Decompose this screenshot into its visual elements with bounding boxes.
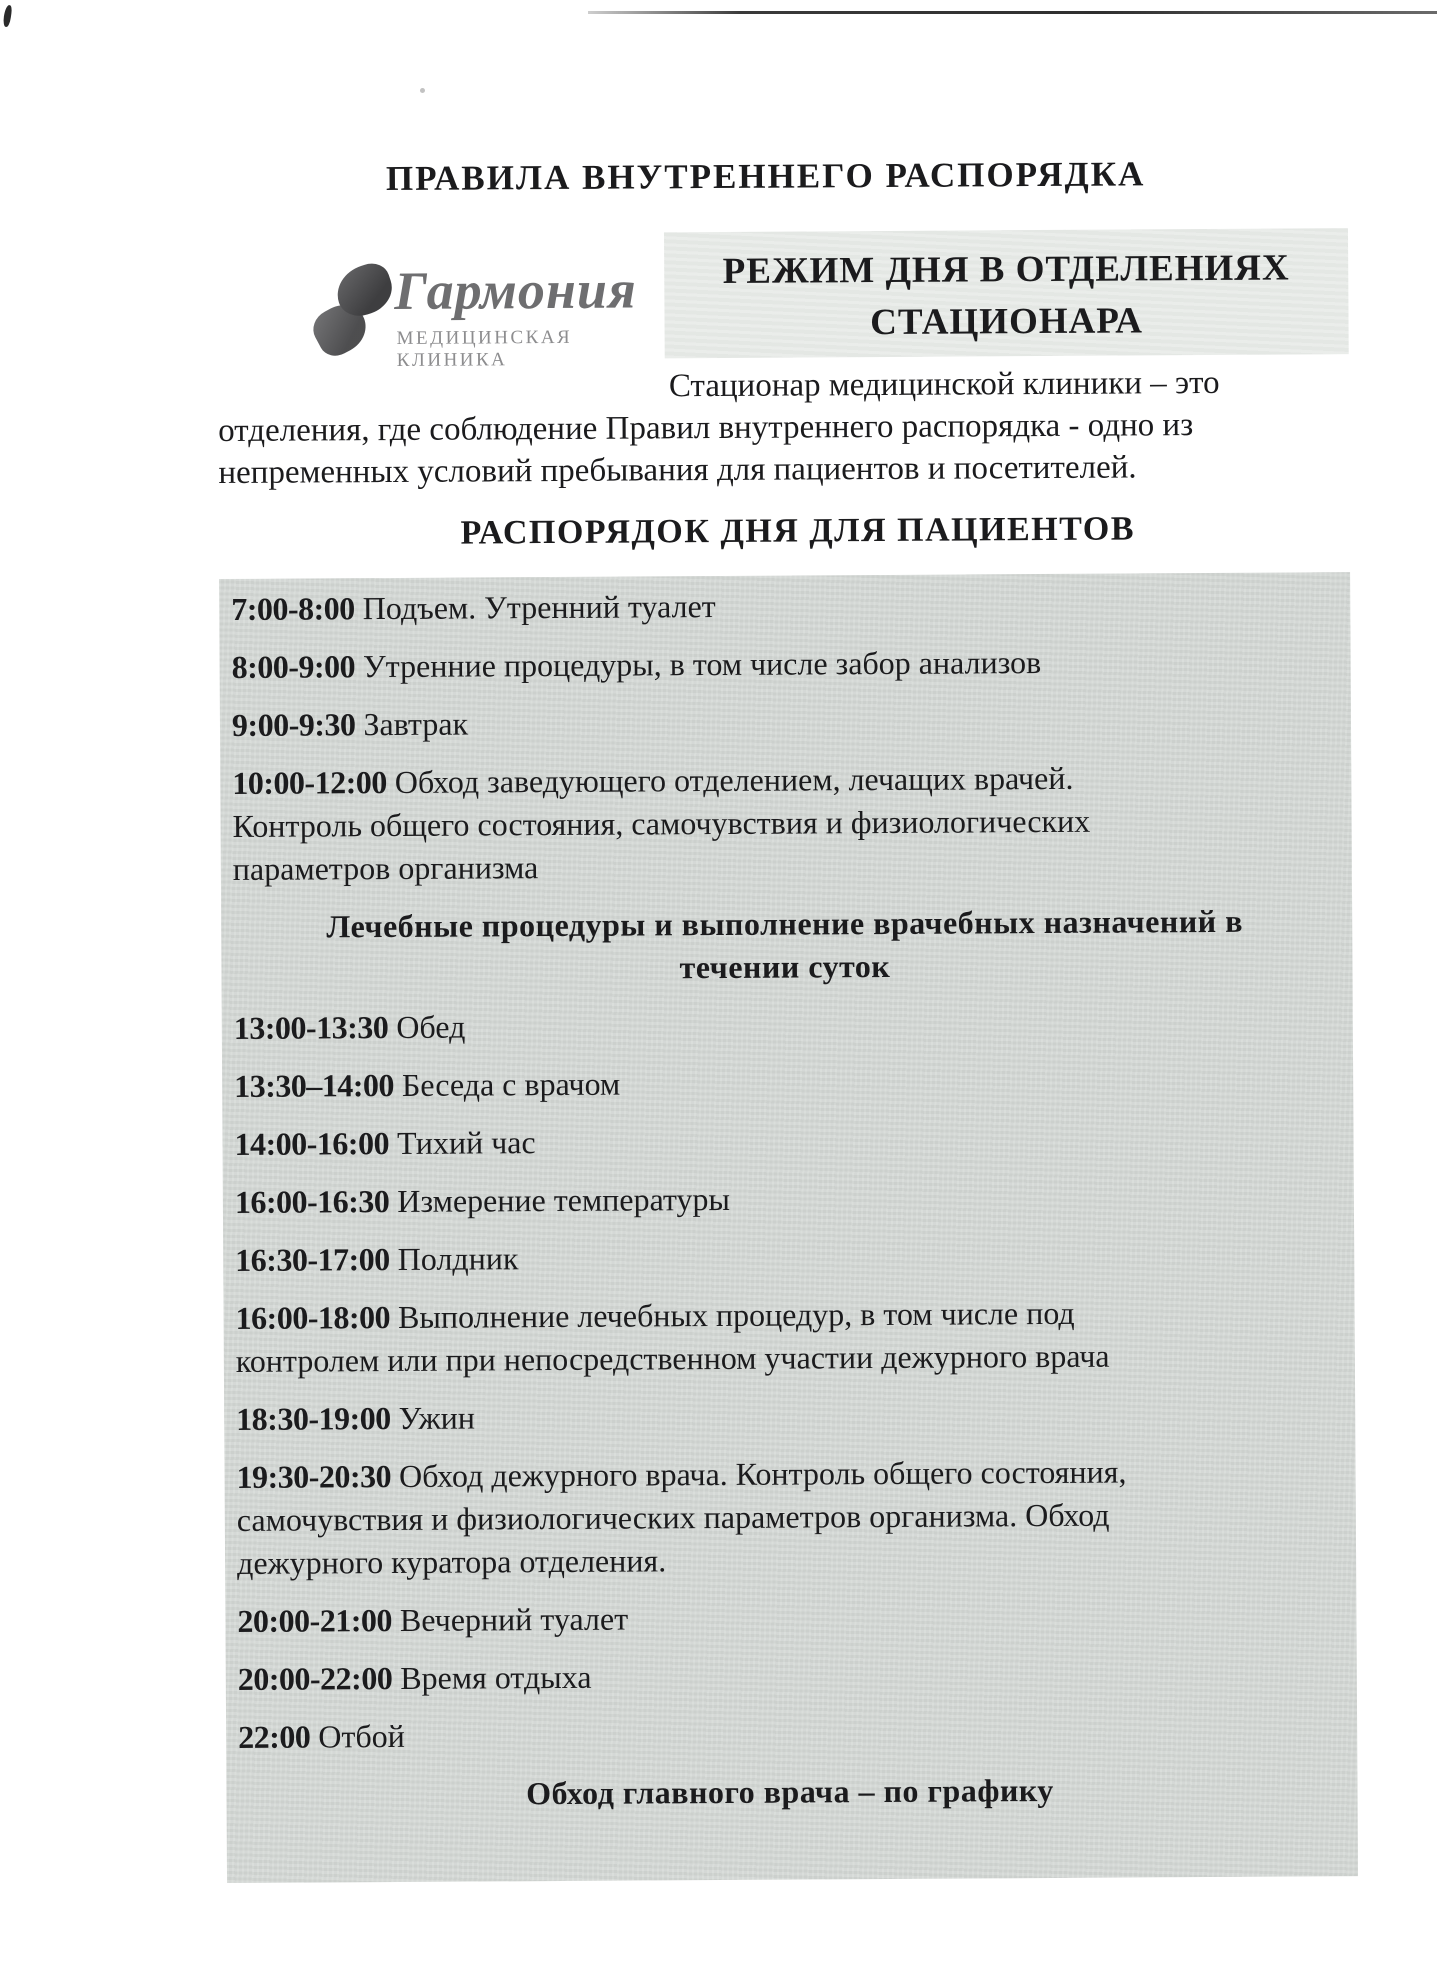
- intro-paragraph-line: Стационар медицинской клиники – это: [668, 364, 1220, 405]
- schedule-activity: Тихий час: [396, 1124, 536, 1161]
- schedule-entry-row: [232, 755, 1336, 891]
- schedule-entry-row: [235, 1174, 1338, 1224]
- schedule-line: [235, 1232, 1338, 1282]
- schedule-activity: Вечерний туалет: [399, 1600, 629, 1638]
- schedule-line: [232, 755, 1335, 805]
- clinic-logo: [306, 256, 667, 372]
- schedule-line: [238, 1651, 1341, 1701]
- schedule-line: [234, 1000, 1337, 1050]
- schedule-activity: Беседа с врачом: [401, 1065, 621, 1103]
- document-title: ПРАВИЛА ВНУТРЕННЕГО РАСПОРЯДКА: [385, 154, 1146, 199]
- schedule-entry-row: [238, 1709, 1341, 1759]
- schedule-activity: Измерение температуры: [397, 1180, 731, 1219]
- schedule-entry-row: [234, 1000, 1337, 1050]
- schedule-line: самочувствия и физиологических параметров организма. Обход: [236, 1496, 1110, 1538]
- schedule-entry-row: [231, 581, 1334, 631]
- schedule-entry-row: [236, 1449, 1340, 1585]
- schedule-time: 16:00-18:00: [235, 1299, 391, 1336]
- schedule-line: [238, 1709, 1341, 1759]
- schedule-line: Контроль общего состояния, самочувствия и физиологических: [232, 802, 1091, 844]
- schedule-time: 13:00-13:30: [233, 1009, 389, 1046]
- regimen-header-line1: РЕЖИМ ДНЯ В ОТДЕЛЕНИЯХ: [722, 247, 1290, 292]
- schedule-line: Обход главного врача – по графику: [526, 1771, 1054, 1812]
- schedule-time: 18:30-19:00: [236, 1400, 391, 1437]
- schedule-activity: Полдник: [397, 1240, 519, 1277]
- schedule-activity: Выполнение лечебных процедур, в том числе под: [397, 1294, 1075, 1335]
- schedule-entry-row: [234, 1116, 1337, 1166]
- schedule-entry-row: [238, 1651, 1341, 1701]
- schedule-entry-row: [234, 1058, 1337, 1108]
- clinic-logo-name: Гармония: [394, 259, 637, 321]
- schedule-line: [232, 697, 1335, 747]
- schedule-note-row: [238, 1767, 1341, 1817]
- schedule-activity: Подъем. Утренний туалет: [362, 588, 716, 627]
- schedule-entry-row: [232, 697, 1335, 747]
- schedule-activity: Завтрак: [363, 705, 469, 743]
- schedule-time: 9:00-9:30: [231, 706, 356, 743]
- schedule-time: 22:00: [238, 1718, 311, 1755]
- schedule-time: 20:00-22:00: [237, 1660, 393, 1697]
- schedule-time: 8:00-9:00: [231, 648, 356, 685]
- schedule-line: [235, 1290, 1338, 1340]
- schedule-line: течении суток: [679, 947, 891, 986]
- schedule-time: 16:30-17:00: [235, 1241, 390, 1278]
- schedule-activity: Отбой: [318, 1717, 405, 1755]
- schedule-time: 14:00-16:00: [234, 1125, 390, 1162]
- schedule-activity: Обед: [396, 1008, 466, 1045]
- clinic-logo-subtitle: МЕДИЦИНСКАЯ КЛИНИКА: [396, 326, 573, 371]
- schedule-time: 20:00-21:00: [237, 1602, 393, 1639]
- schedule-time: 13:30–14:00: [234, 1066, 395, 1104]
- schedule-activity: Обход заведующего отделением, лечащих врачей.: [394, 759, 1074, 800]
- schedule-line: [234, 1058, 1337, 1108]
- schedule-list: [219, 572, 1358, 1883]
- schedule-line: [231, 581, 1334, 631]
- schedule-entry-row: [236, 1391, 1339, 1441]
- schedule-line: [234, 1116, 1337, 1166]
- schedule-entry-row: [231, 639, 1334, 689]
- schedule-line: [236, 1449, 1339, 1499]
- schedule-line: [236, 1391, 1339, 1441]
- schedule-line: контролем или при непосредственном участии дежурного врача: [235, 1337, 1110, 1379]
- schedule-entry-row: [235, 1290, 1339, 1383]
- schedule-line: [235, 1174, 1338, 1224]
- intro-paragraph-line: непременных условий пребывания для пациентов и посетителей.: [218, 449, 1137, 492]
- intro-paragraph-line: отделения, где соблюдение Правил внутреннего распорядка - одно из: [218, 407, 1194, 450]
- schedule-line: Лечебные процедуры и выполнение врачебных назначений в: [326, 902, 1244, 945]
- schedule-time: 10:00-12:00: [232, 764, 387, 801]
- schedule-activity: Утренние процедуры, в том числе забор анализов: [362, 644, 1042, 685]
- schedule-activity: Обход дежурного врача. Контроль общего состояния,: [398, 1453, 1127, 1494]
- schedule-entry-row: [237, 1593, 1340, 1643]
- schedule-activity: Ужин: [398, 1399, 475, 1436]
- schedule-line: параметров организма: [232, 849, 539, 887]
- schedule-line: дежурного куратора отделения.: [236, 1542, 667, 1581]
- schedule-time: 16:00-16:30: [234, 1183, 390, 1220]
- schedule-note-row: [233, 899, 1337, 992]
- schedule-line: [237, 1593, 1340, 1643]
- regimen-header-box: [664, 228, 1349, 358]
- schedule-time: 19:30-20:30: [236, 1458, 392, 1495]
- schedule-entry-row: [235, 1232, 1338, 1282]
- regimen-header-line2: СТАЦИОНАРА: [870, 300, 1144, 344]
- schedule-activity: Время отдыха: [400, 1658, 592, 1696]
- schedule-heading: РАСПОРЯДОК ДНЯ ДЛЯ ПАЦИЕНТОВ: [460, 510, 1136, 552]
- schedule-line: [231, 639, 1334, 689]
- schedule-time: 7:00-8:00: [231, 590, 355, 627]
